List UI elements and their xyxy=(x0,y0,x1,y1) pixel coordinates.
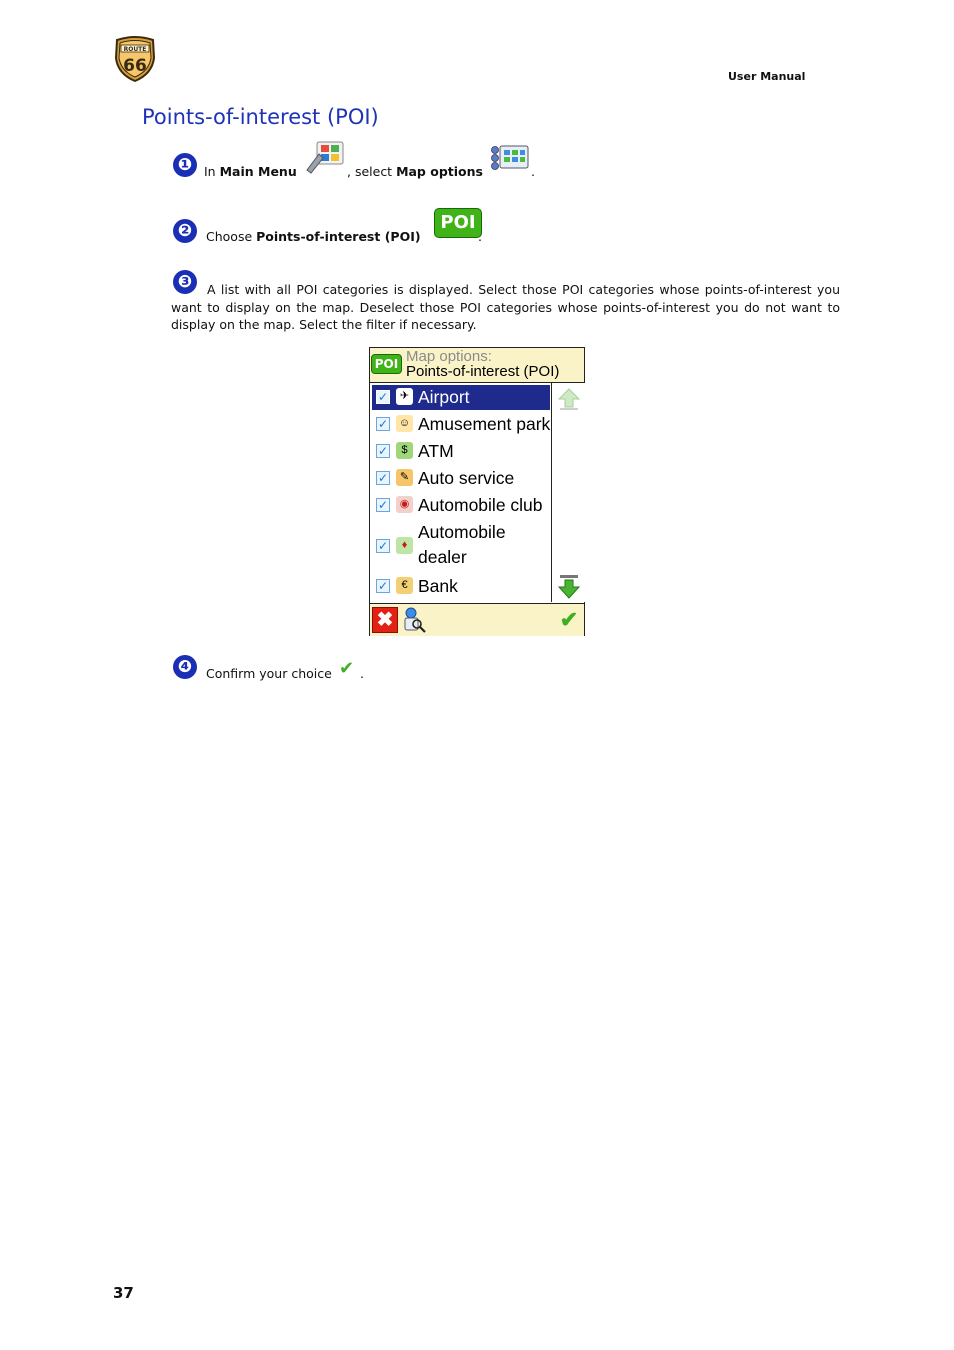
atm-icon: $ xyxy=(396,442,413,459)
airport-icon: ✈ xyxy=(396,388,413,405)
list-item-label-line1: Automobile xyxy=(418,522,506,542)
screen-footer xyxy=(370,603,584,636)
checkmark-icon: ✔ xyxy=(339,658,355,679)
scroll-down-arrow-icon[interactable] xyxy=(557,574,581,600)
main-menu-icon xyxy=(305,140,345,174)
automobile-dealer-icon: ♦ xyxy=(396,537,413,554)
scrollbar[interactable] xyxy=(551,383,585,602)
list-item-automobile-club[interactable] xyxy=(372,493,550,518)
step-3-paragraph: A list with all POI categories is displayed. Select those POI categories whose points-of-interest you want to display on the map. Deselect those POI categories whose points-of-interest you do not want to display on the map. Select the filter if necessary. xyxy=(171,282,840,332)
list-item-label: Automobile club xyxy=(418,495,543,515)
checkbox-checked-icon[interactable]: ✓ xyxy=(377,444,389,458)
checkbox-checked-icon[interactable]: ✓ xyxy=(377,498,389,512)
checkbox-checked-icon[interactable]: ✓ xyxy=(377,471,389,485)
route66-logo xyxy=(112,36,158,82)
filter-icon[interactable] xyxy=(402,607,426,633)
cancel-button[interactable]: ✖ xyxy=(372,607,398,633)
checkbox-checked-icon[interactable]: ✓ xyxy=(377,390,389,404)
confirm-checkmark-icon[interactable]: ✔ xyxy=(559,607,579,632)
checkbox-checked-icon[interactable]: ✓ xyxy=(377,579,389,593)
step-2-number: ❷ xyxy=(173,219,197,243)
list-item-airport[interactable] xyxy=(372,385,550,410)
list-item-label-line2: dealer xyxy=(418,547,467,567)
bank-icon: € xyxy=(396,577,413,594)
step-4-number: ❹ xyxy=(173,655,197,679)
section-title: Points-of-interest (POI) xyxy=(142,105,379,129)
step-1-period: . xyxy=(531,164,535,179)
screen-header xyxy=(370,348,584,383)
list-item-auto-service[interactable] xyxy=(372,466,550,491)
list-item-label: Airport xyxy=(418,387,470,407)
list-item-amusement-park[interactable] xyxy=(372,412,550,437)
svg-text:ROUTE: ROUTE xyxy=(123,46,147,53)
step-1-text: In Main Menu xyxy=(204,164,297,179)
automobile-club-icon: ◉ xyxy=(396,496,413,513)
checkbox-checked-icon[interactable]: ✓ xyxy=(377,539,389,553)
step-1-number: ❶ xyxy=(173,153,197,177)
step-2-period: . xyxy=(478,229,482,244)
list-item-label: Amusement park xyxy=(418,414,551,434)
step-2-text: Choose Points-of-interest (POI) xyxy=(206,229,421,244)
step-3-number: ❸ xyxy=(173,270,197,294)
list-item-label: ATM xyxy=(418,441,454,461)
amusement-park-icon: ☺ xyxy=(396,415,413,432)
page-number: 37 xyxy=(113,1284,134,1302)
header-label: User Manual xyxy=(728,70,806,83)
list-item-label: Bank xyxy=(418,576,458,596)
list-item-label: Auto service xyxy=(418,468,515,488)
map-options-icon xyxy=(490,144,530,172)
step-1-select-text: , select Map options xyxy=(347,164,483,179)
list-item-bank[interactable] xyxy=(372,574,550,599)
list-item-atm[interactable] xyxy=(372,439,550,464)
screen-title-line2: Points-of-interest (POI) xyxy=(406,363,560,380)
list-item-automobile-dealer[interactable] xyxy=(372,520,550,572)
svg-text:66: 66 xyxy=(123,56,147,76)
scroll-up-arrow-icon[interactable] xyxy=(557,387,581,411)
step-4-text: Confirm your choice xyxy=(206,666,332,681)
poi-screen xyxy=(369,347,585,636)
screen-poi-icon: POI xyxy=(371,354,402,374)
checkbox-checked-icon[interactable]: ✓ xyxy=(377,417,389,431)
poi-icon: POI xyxy=(434,208,482,238)
step-4-period: . xyxy=(360,666,364,681)
auto-service-icon: ✎ xyxy=(396,469,413,486)
screen-title-line1: Map options: xyxy=(406,348,492,365)
poi-category-list xyxy=(370,383,551,602)
